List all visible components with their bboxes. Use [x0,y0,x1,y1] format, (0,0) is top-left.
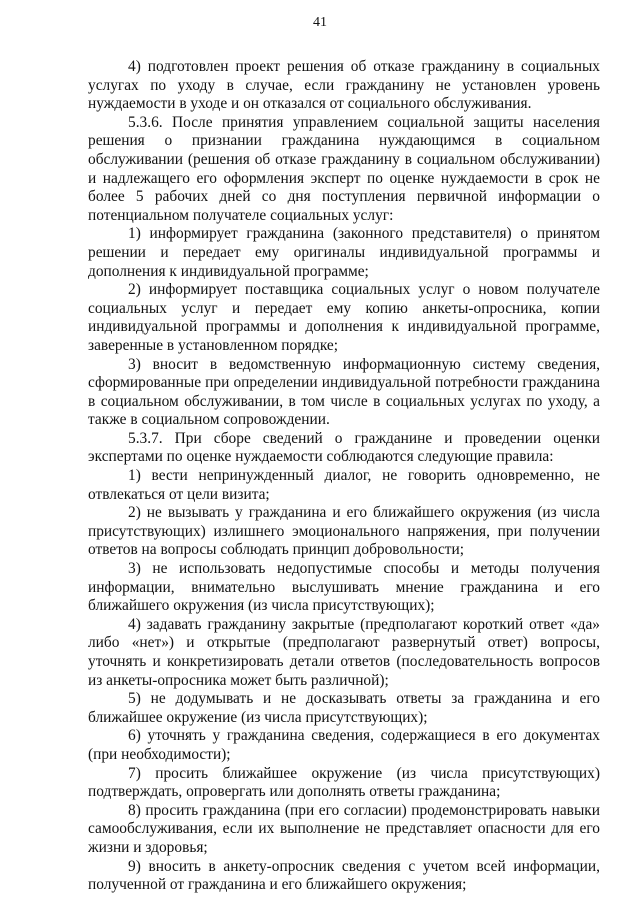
paragraph-5-3-6-item-3: 3) вносит в ведомственную информационную систему сведения, сформированные при определении индивидуальной потребности гражданина в социальном обслуживании, в том числе в социальных услугах по уходу, а также в социальном сопровождении. [88,355,600,429]
paragraph-5-3-7-item-5: 5) не додумывать и не досказывать ответы за гражданина и его ближайшее окружение (из числа присутствующих); [88,690,600,726]
paragraph-5-3-6-item-2: 2) информирует поставщика социальных услуг о новом получателе социальных услуг и передает ему копию анкеты-опросника, копии индивидуальной программы и дополнения к индивидуальной программе, заверенные в установленном порядке; [88,281,600,354]
document-body [88,58,600,895]
paragraph-5-3-7: 5.3.7. При сборе сведений о гражданине и проведении оценки экспертами по оценке нуждаемости соблюдаются следующие правила: [88,429,600,466]
paragraph-5-3-7-item-7: 7) просить ближайшее окружение (из числа присутствующих) подтверждать, опровергать или дополнять ответы гражданина; [88,764,600,801]
paragraph-5-3-7-item-4: 4) задавать гражданину закрытые (предполагают короткий ответ «да» либо «нет») и открытые (предполагают развернутый ответ) вопросы, уточнять и конкретизировать детали ответов (последовательность вопросов из анкеты-опросника может быть различной); [88,615,600,689]
paragraph-5-3-7-item-3: 3) не использовать недопустимые способы и методы получения информации, внимательно выслушивать мнение гражданина и его ближайшего окружения (из числа присутствующих); [88,560,600,615]
paragraph-5-3-7-item-6: 6) уточнять у гражданина сведения, содержащиеся в его документах (при необходимости); [88,727,600,763]
page-number: 41 [313,15,327,30]
paragraph-5-3-6: 5.3.6. После принятия управлением социальной защиты населения решения о признании гражданина нуждающимся в социальном обслуживании (решения об отказе гражданину в социальном обслуживании) и надлежащего его оформления эксперт по оценке нуждаемости в срок не более 5 рабочих дней со дня поступления первичной информации о потенциальном получателе социальных услуг: [88,113,600,224]
paragraph-item-4-draft-refusal: 4) подготовлен проект решения об отказе гражданину в социальных услугах по уходу в случае, если гражданину не установлен уровень нуждаемости в уходе и он отказался от социального обслуживания. [88,58,600,113]
paragraph-5-3-7-item-2: 2) не вызывать у гражданина и его ближайшего окружения (из числа присутствующих) излишнего эмоционального напряжения, при получении ответов на вопросы соблюдать принцип добровольности; [88,504,600,559]
paragraph-5-3-7-item-9: 9) вносить в анкету-опросник сведения с учетом всей информации, полученной от гражданина и его ближайшего окружения; [88,857,600,894]
paragraph-5-3-6-item-1: 1) информирует гражданина (законного представителя) о принятом решении и передает ему оригиналы индивидуальной программы и дополнения к индивидуальной программе; [88,225,600,280]
paragraph-5-3-7-item-1: 1) вести непринужденный диалог, не говорить одновременно, не отвлекаться от цели визита; [88,467,600,503]
paragraph-5-3-7-item-8: 8) просить гражданина (при его согласии) продемонстрировать навыки самообслуживания, если их выполнение не представляет опасности для его жизни и здоровья; [88,801,600,856]
